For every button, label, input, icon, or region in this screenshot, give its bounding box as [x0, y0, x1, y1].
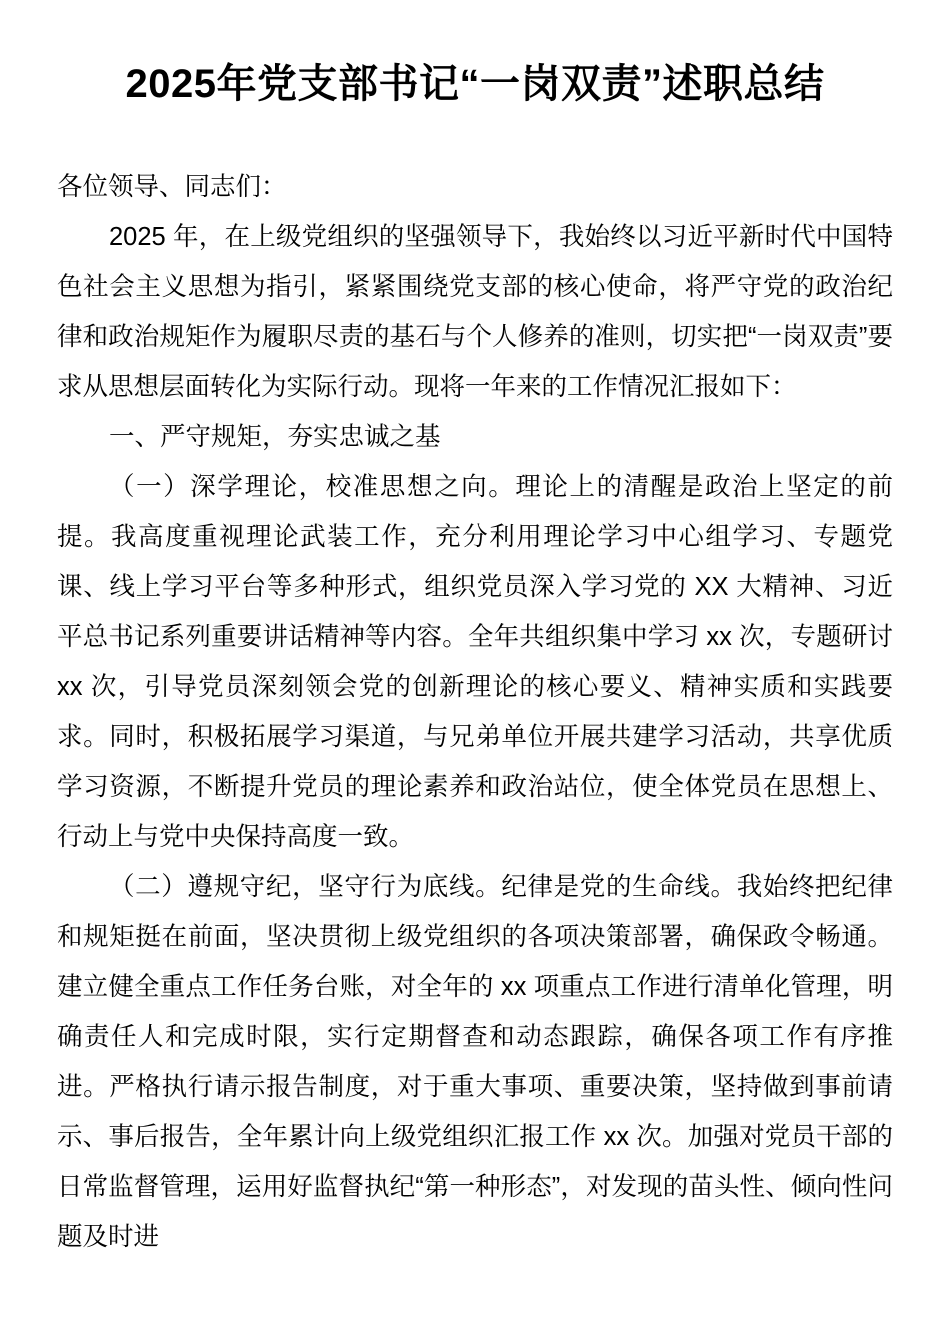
subsection-1-1: （一）深学理论，校准思想之向。理论上的清醒是政治上坚定的前提。我高度重视理论武装工作，充分利用理论学习中心组学习、专题党课、线上学习平台等多种形式，组织党员深入学习党的 XX 大精神、习近平总书记系列重要讲话精神等内容。全年共组织集中学习 xx 次，专题研讨 xx 次，引导党员深刻领会党的创新理论的核心要义、精神实质和实践要求。同时，积极拓展学习渠道，与兄弟单位开展共建学习活动，共享优质学习资源，不断提升党员的理论素养和政治站位，使全体党员在思想上、行动上与党中央保持高度一致。	[57, 473, 893, 851]
subsection-1-2: （二）遵规守纪，坚守行为底线。纪律是党的生命线。我始终把纪律和规矩挺在前面，坚决贯彻上级党组织的各项决策部署，确保政令畅通。建立健全重点工作任务台账，对全年的 xx 项重点工作进行清单化管理，明确责任人和完成时限，实行定期督查和动态跟踪，确保各项工作有序推进。严格执行请示报告制度，对于重大事项、重要决策，坚持做到事前请示、事后报告，全年累计向上级党组织汇报工作 xx 次。加强对党员干部的日常监督管理，运用好监督执纪“第一种形态”，对发现的苗头性、倾向性问题及时进	[57, 873, 893, 1251]
page-title: 2025年党支部书记“一岗双责”述职总结	[125, 62, 825, 106]
document-body	[57, 162, 893, 1262]
salutation-line: 各位领导、同志们：	[57, 173, 287, 201]
paragraph-opening: 2025 年，在上级党组织的坚强领导下，我始终以习近平新时代中国特色社会主义思想为指引，紧紧围绕党支部的核心使命，将严守党的政治纪律和政治规矩作为履职尽责的基石与个人修养的准则，切实把“一岗双责”要求从思想层面转化为实际行动。现将一年来的工作情况汇报如下：	[57, 223, 893, 401]
section-heading-1: 一、严守规矩，夯实忠诚之基	[109, 423, 441, 451]
